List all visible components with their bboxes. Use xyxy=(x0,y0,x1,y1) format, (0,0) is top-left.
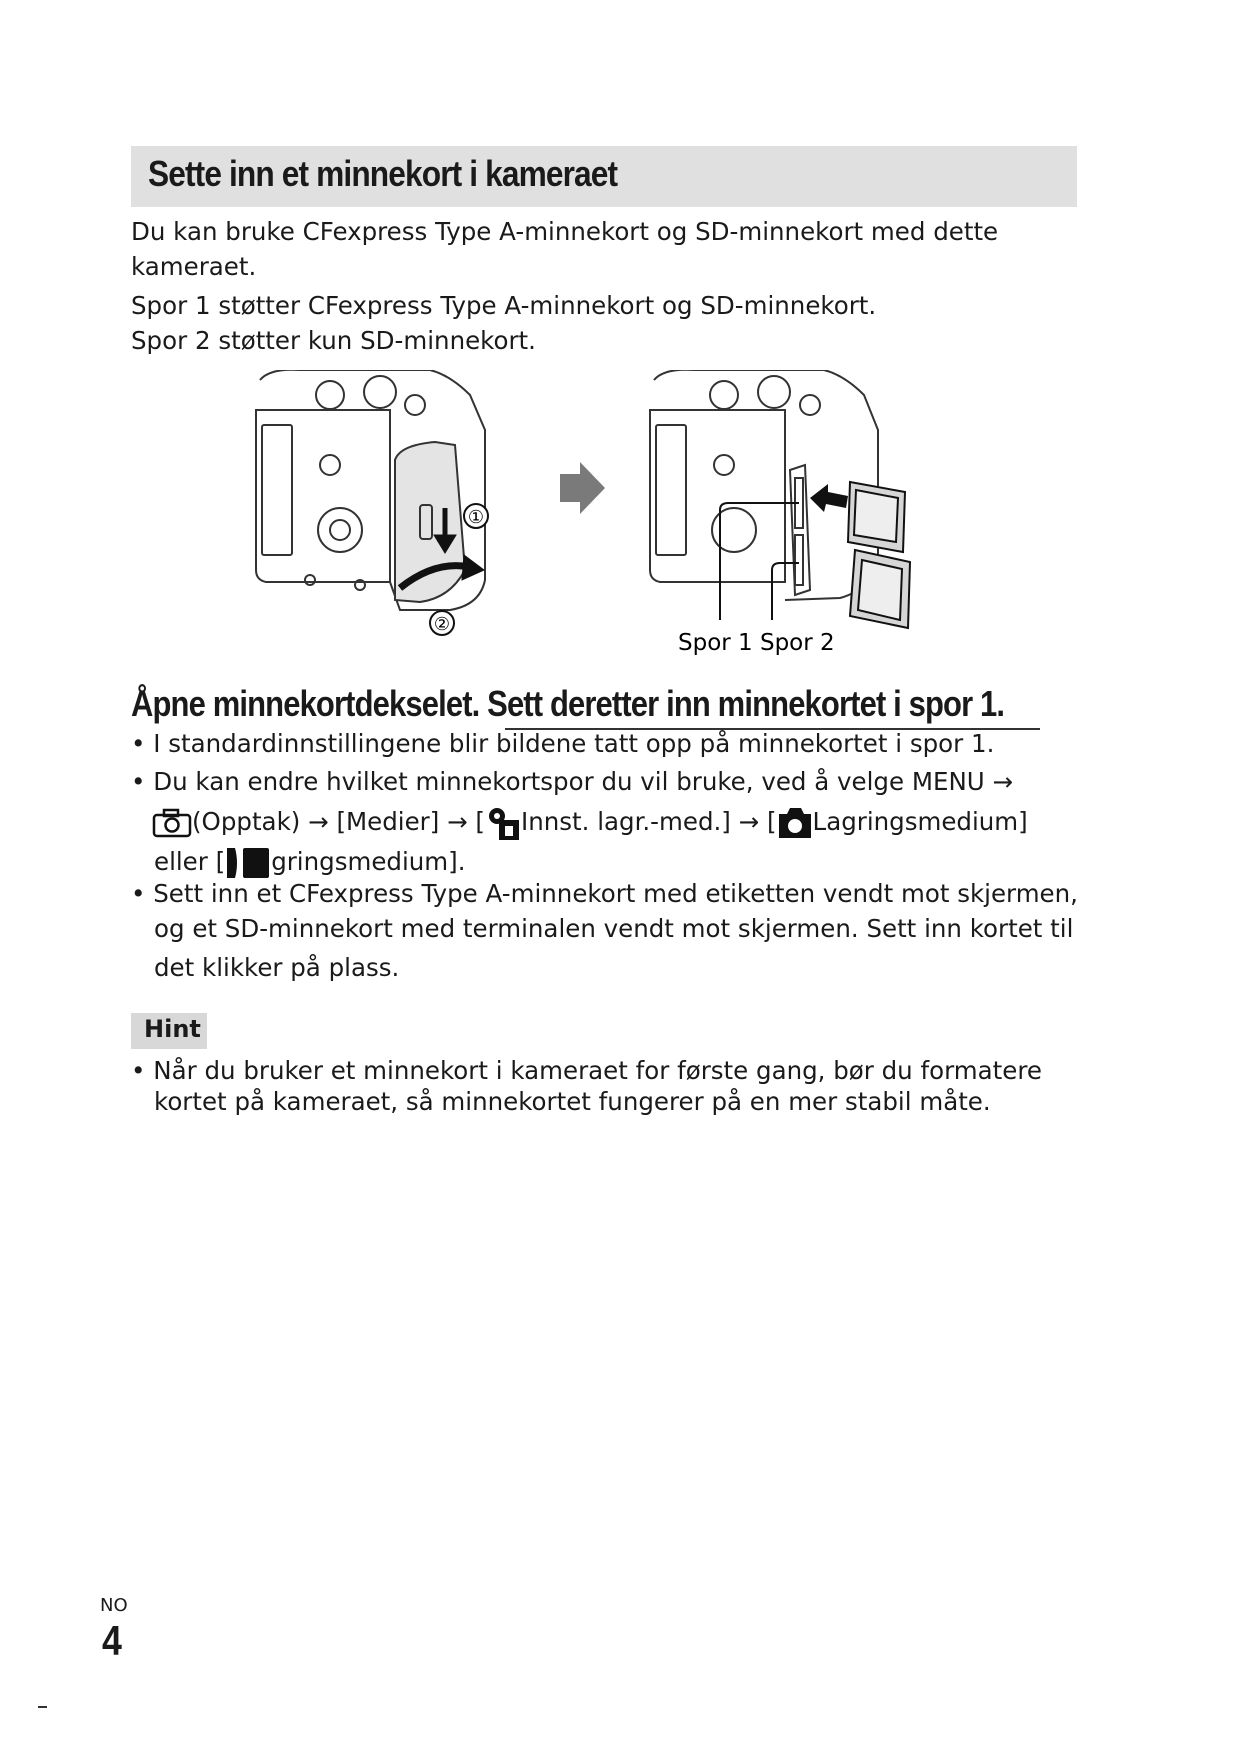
intro-line-1: Du kan bruke CFexpress Type A-minnekort og SD-minnekort med dette xyxy=(131,217,999,246)
step-title-part2: Sett deretter inn minnekortet i spor 1. xyxy=(487,683,1005,724)
camera-right-drawing xyxy=(650,370,878,600)
cards-drawing xyxy=(848,482,910,628)
intro-line-4: Spor 2 støtter kun SD-minnekort. xyxy=(131,326,536,355)
slot-labels: Spor 1 Spor 2 xyxy=(678,630,835,656)
camera-card-illustration xyxy=(250,370,950,660)
camera-left-drawing xyxy=(256,370,485,610)
language-code: NO xyxy=(100,1595,128,1616)
page-number: 4 xyxy=(102,1617,122,1664)
step2-marker: ② xyxy=(433,614,451,635)
hint-line-2: kortet på kameraet, så minnekortet fungerer på en mer stabil måte. xyxy=(154,1087,991,1116)
hint-line-1: • Når du bruker et minnekort i kameraet for første gang, bør du formatere xyxy=(131,1056,1042,1085)
intro-line-2: kameraet. xyxy=(131,252,257,281)
bullet-2-line-1: • Du kan endre hvilket minnekortspor du vil bruke, ved å velge MENU → xyxy=(131,767,1014,796)
camera-icon xyxy=(152,808,192,838)
slot-callout-lines xyxy=(720,503,799,620)
recording-media-alt-icon xyxy=(225,846,271,880)
bullet-3-line-3: det klikker på plass. xyxy=(154,953,400,982)
bullet-3-line-2: og et SD-minnekort med terminalen vendt mot skjermen. Sett inn kortet til xyxy=(154,914,1074,943)
bullet-2-line-2: (Opptak) → [Medier] → [ Innst. lagr.-med.] → [ Lagringsmedium] xyxy=(152,804,1028,840)
next-arrow xyxy=(560,462,605,514)
bullet-2-line-3: eller [ gringsmedium]. xyxy=(154,844,466,880)
hint-label: Hint xyxy=(144,1015,201,1043)
media-settings-icon xyxy=(485,806,521,840)
intro-line-3: Spor 1 støtter CFexpress Type A-minnekort og SD-minnekort. xyxy=(131,291,877,320)
bullet-1: • I standardinnstillingene blir bildene tatt opp på minnekortet i spor 1. xyxy=(131,729,995,758)
step-title xyxy=(131,683,1004,725)
bullet-3-line-1: • Sett inn et CFexpress Type A-minnekort med etiketten vendt mot skjermen, xyxy=(131,879,1078,908)
step1-marker: ① xyxy=(467,507,485,528)
step-title-part1: Åpne minnekortdekselet. xyxy=(131,683,480,724)
recording-media-icon xyxy=(777,806,813,840)
insert-arrow xyxy=(810,484,848,512)
margin-mark xyxy=(38,1706,47,1708)
section-title: Sette inn et minnekort i kameraet xyxy=(148,153,618,194)
